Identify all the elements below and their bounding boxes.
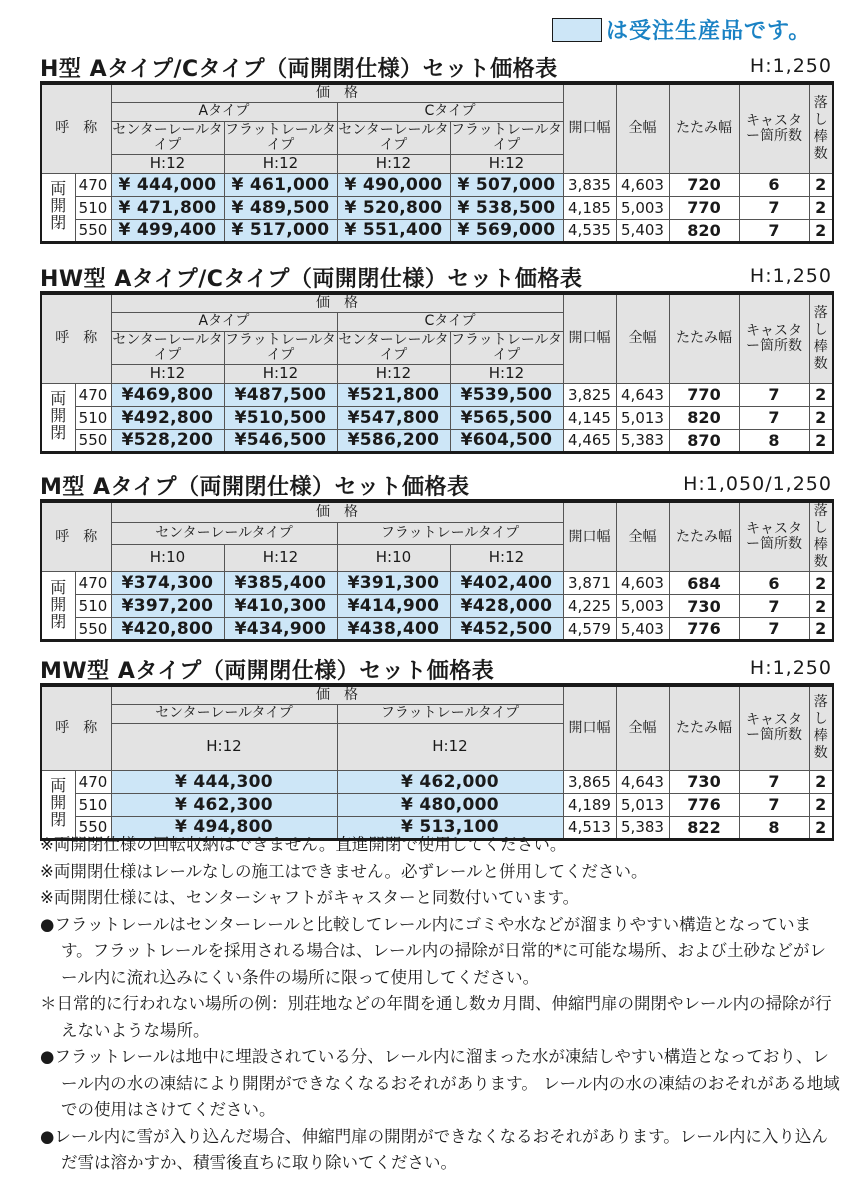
header-h: H:12 [224,544,337,571]
otoshi-cell: 2 [809,383,833,406]
table-row [41,196,833,219]
header-h: H:12 [111,723,337,770]
tatami-cell: 770 [669,196,739,219]
header-h: H:12 [337,723,563,770]
caster-cell: 6 [739,572,809,595]
price-cell: ¥528,200 [111,429,224,452]
size-cell: 470 [75,572,111,595]
caster-cell: 7 [739,770,809,793]
table-title: H型 Aタイプ/Cタイプ（両開閉仕様）セット価格表 [40,57,558,82]
zenpuku-cell: 5,013 [616,793,669,816]
caster-cell: 6 [739,173,809,196]
tatami-cell: 776 [669,793,739,816]
price-cell: ¥ 569,000 [450,219,563,242]
price-cell: ¥565,500 [450,406,563,429]
tatami-cell: 684 [669,572,739,595]
header-tatami: たたみ幅 [669,293,739,383]
row-group-label [41,770,75,839]
header-group: Cタイプ [337,312,563,331]
header-h: H:12 [111,364,224,383]
price-cell: ¥ 499,400 [111,219,224,242]
size-cell: 510 [75,406,111,429]
otoshi-cell: 2 [809,618,833,641]
price-cell: ¥414,900 [337,595,450,618]
table-row [41,618,833,641]
price-cell: ¥ 444,300 [111,770,337,793]
zenpuku-cell: 5,383 [616,816,669,839]
kaikou-cell: 3,835 [563,173,616,196]
header-yobi: 呼 称 [41,293,111,383]
tatami-cell: 720 [669,173,739,196]
header-h: H:12 [337,364,450,383]
table-title: HW型 Aタイプ/Cタイプ（両開閉仕様）セット価格表 [40,267,583,292]
table-row [41,770,833,793]
price-cell: ¥ 507,000 [450,173,563,196]
size-cell: 470 [75,770,111,793]
tatami-cell: 820 [669,406,739,429]
header-kakaku: 価 格 [111,83,563,102]
zenpuku-cell: 5,003 [616,595,669,618]
header-group: フラットレールタイプ [337,704,563,723]
header-otoshi-text: 落し棒数 [813,94,828,162]
caster-cell: 8 [739,816,809,839]
header-kaikou: 開口幅 [563,685,616,770]
otoshi-cell: 2 [809,429,833,452]
table-title: M型 Aタイプ（両開閉仕様）セット価格表 [40,475,470,500]
row-group-label-text: 両開閉 [50,389,67,442]
table-row [41,406,833,429]
row-group-label-text: 両開閉 [50,577,67,631]
header-type: センターレールタイプ [338,121,449,153]
zenpuku-cell: 4,603 [616,572,669,595]
price-cell: ¥438,400 [337,618,450,641]
tatami-cell: 776 [669,618,739,641]
note-7: ●レール内に雪が入り込んだ場合、伸縮門扉の開閉ができなくなるおそれがあります。レール内に入り込んだ雪は溶かすか、積雪後直ちに取り除いてください。 [40,1126,828,1172]
price-cell: ¥604,500 [450,429,563,452]
notes [40,832,840,1177]
price-cell: ¥546,500 [224,429,337,452]
header-otoshi [809,685,833,770]
header-otoshi [809,83,833,173]
row-group-label [41,383,75,452]
size-cell: 510 [75,793,111,816]
note-5: ＊日常的に行われない場所の例：別荘地などの年間を通し数カ月間、伸縮門扉の開閉やレール内の掃除が行えないような場所。 [40,994,832,1040]
caster-cell: 7 [739,793,809,816]
caster-cell: 7 [739,406,809,429]
price-cell: ¥ 480,000 [337,793,563,816]
kaikou-cell: 4,225 [563,595,616,618]
kaikou-cell: 4,145 [563,406,616,429]
size-cell: 550 [75,816,111,839]
header-kakaku: 価 格 [111,501,563,523]
kaikou-cell: 4,513 [563,816,616,839]
header-caster: キャスター箇所数 [739,293,809,383]
kaikou-cell: 3,825 [563,383,616,406]
header-type: フラットレールタイプ [451,121,562,153]
header-group: Aタイプ [111,102,337,121]
caster-cell: 7 [739,219,809,242]
price-cell: ¥ 520,800 [337,196,450,219]
size-cell: 470 [75,173,111,196]
table-row [41,219,833,242]
price-cell: ¥ 513,100 [337,816,563,839]
header-h: H:10 [111,544,224,571]
legend-swatch [552,18,602,42]
header-h: H:12 [111,154,224,173]
table-height: H:1,250 [749,55,832,77]
note-1: ※両開閉仕様の回転収納はできません。直進開閉で使用してください。 [40,835,567,854]
price-cell: ¥ 471,800 [111,196,224,219]
note-3: ※両開閉仕様には、センターシャフトがキャスターと同数付いています。 [40,888,580,907]
zenpuku-cell: 4,643 [616,770,669,793]
header-yobi: 呼 称 [41,501,111,572]
row-group-label-text: 両開閉 [50,179,67,232]
price-cell: ¥521,800 [337,383,450,406]
otoshi-cell: 2 [809,572,833,595]
price-cell: ¥ 462,300 [111,793,337,816]
price-cell: ¥434,900 [224,618,337,641]
price-cell: ¥420,800 [111,618,224,641]
tatami-cell: 730 [669,595,739,618]
header-tatami: たたみ幅 [669,83,739,173]
header-group: Cタイプ [337,102,563,121]
price-table [40,291,834,454]
kaikou-cell: 4,185 [563,196,616,219]
size-cell: 550 [75,618,111,641]
size-cell: 550 [75,219,111,242]
header-kakaku: 価 格 [111,293,563,312]
header-tatami: たたみ幅 [669,685,739,770]
price-cell: ¥391,300 [337,572,450,595]
legend-text: は受注生産品です。 [606,19,812,44]
header-kaikou: 開口幅 [563,83,616,173]
zenpuku-cell: 5,013 [616,406,669,429]
price-cell: ¥ 462,000 [337,770,563,793]
header-otoshi-text: 落し棒数 [813,503,828,570]
header-type: センターレールタイプ [112,331,223,363]
price-cell: ¥ 444,000 [111,173,224,196]
table-row [41,429,833,452]
header-h: H:12 [450,544,563,571]
kaikou-cell: 3,865 [563,770,616,793]
header-tatami: たたみ幅 [669,501,739,572]
caster-cell: 7 [739,196,809,219]
tatami-cell: 770 [669,383,739,406]
zenpuku-cell: 5,403 [616,219,669,242]
tatami-cell: 870 [669,429,739,452]
header-group: フラットレールタイプ [337,523,563,545]
price-cell: ¥586,200 [337,429,450,452]
header-h: H:12 [224,364,337,383]
zenpuku-cell: 4,643 [616,383,669,406]
price-cell: ¥ 551,400 [337,219,450,242]
header-group: Aタイプ [111,312,337,331]
otoshi-cell: 2 [809,219,833,242]
table-row [41,595,833,618]
header-group: センターレールタイプ [111,704,337,723]
otoshi-cell: 2 [809,196,833,219]
header-zenpuku: 全幅 [616,501,669,572]
header-type: センターレールタイプ [112,121,223,153]
header-otoshi [809,501,833,572]
header-caster: キャスター箇所数 [739,685,809,770]
price-cell: ¥469,800 [111,383,224,406]
price-cell: ¥428,000 [450,595,563,618]
price-table [40,499,834,642]
price-cell: ¥487,500 [224,383,337,406]
tatami-cell: 820 [669,219,739,242]
row-group-label [41,173,75,242]
header-otoshi-text: 落し棒数 [813,304,828,372]
kaikou-cell: 4,535 [563,219,616,242]
size-cell: 510 [75,595,111,618]
header-yobi: 呼 称 [41,83,111,173]
header-kakaku: 価 格 [111,685,563,704]
price-table [40,683,834,841]
size-cell: 470 [75,383,111,406]
header-h: H:10 [337,544,450,571]
price-cell: ¥547,800 [337,406,450,429]
caster-cell: 7 [739,595,809,618]
table-row [41,173,833,196]
price-cell: ¥ 494,800 [111,816,337,839]
otoshi-cell: 2 [809,770,833,793]
header-kaikou: 開口幅 [563,293,616,383]
otoshi-cell: 2 [809,406,833,429]
note-2: ※両開閉仕様はレールなしの施工はできません。必ずレールと併用してください。 [40,861,648,881]
header-h: H:12 [337,154,450,173]
header-h: H:12 [450,154,563,173]
price-cell: ¥ 538,500 [450,196,563,219]
header-caster: キャスター箇所数 [739,83,809,173]
caster-cell: 7 [739,618,809,641]
legend [552,14,811,45]
price-cell: ¥ 490,000 [337,173,450,196]
header-type: フラットレールタイプ [225,331,336,363]
header-type: フラットレールタイプ [451,331,562,363]
table-height: H:1,250 [749,657,832,679]
table-row [41,793,833,816]
table-row [41,572,833,595]
otoshi-cell: 2 [809,793,833,816]
size-cell: 510 [75,196,111,219]
header-otoshi [809,293,833,383]
zenpuku-cell: 5,383 [616,429,669,452]
otoshi-cell: 2 [809,595,833,618]
table-height: H:1,250 [749,265,832,287]
header-h: H:12 [450,364,563,383]
caster-cell: 8 [739,429,809,452]
kaikou-cell: 4,189 [563,793,616,816]
zenpuku-cell: 5,003 [616,196,669,219]
zenpuku-cell: 5,403 [616,618,669,641]
header-zenpuku: 全幅 [616,293,669,383]
price-cell: ¥374,300 [111,572,224,595]
header-kaikou: 開口幅 [563,501,616,572]
price-cell: ¥510,500 [224,406,337,429]
price-cell: ¥385,400 [224,572,337,595]
header-yobi: 呼 称 [41,685,111,770]
otoshi-cell: 2 [809,816,833,839]
header-otoshi-text: 落し棒数 [813,694,828,762]
header-zenpuku: 全幅 [616,685,669,770]
tatami-cell: 730 [669,770,739,793]
table-row [41,383,833,406]
note-4: ●フラットレールはセンターレールと比較してレール内にゴミや水などが溜まりやすい構造となっています。フラットレールを採用される場合は、レール内の掃除が日常的*に可能な場所、および土砂などがレール内に流れ込みにくい条件の場所に限って使用してください。 [40,914,826,987]
price-cell: ¥397,200 [111,595,224,618]
header-caster: キャスター箇所数 [739,501,809,572]
price-cell: ¥ 461,000 [224,173,337,196]
caster-cell: 7 [739,383,809,406]
header-h: H:12 [224,154,337,173]
row-group-label [41,572,75,641]
header-zenpuku: 全幅 [616,83,669,173]
header-type: フラットレールタイプ [225,121,336,153]
price-cell: ¥ 489,500 [224,196,337,219]
kaikou-cell: 4,465 [563,429,616,452]
otoshi-cell: 2 [809,173,833,196]
header-group: センターレールタイプ [111,523,337,545]
row-group-label-text: 両開閉 [50,776,67,829]
table-title: MW型 Aタイプ（両開閉仕様）セット価格表 [40,659,495,684]
size-cell: 550 [75,429,111,452]
price-table [40,81,834,244]
note-6: ●フラットレールは地中に埋設されている分、レール内に溜まった水が凍結しやすい構造となっており、レール内の水の凍結により開閉ができなくなるおそれがあります。 レール内の水の凍結のおそれがある地域での使用はさけてください。 [40,1047,840,1119]
zenpuku-cell: 4,603 [616,173,669,196]
header-type: センターレールタイプ [338,331,449,363]
price-cell: ¥492,800 [111,406,224,429]
price-cell: ¥ 517,000 [224,219,337,242]
price-cell: ¥410,300 [224,595,337,618]
tatami-cell: 822 [669,816,739,839]
table-height: H:1,050/1,250 [683,473,832,495]
price-cell: ¥539,500 [450,383,563,406]
price-cell: ¥452,500 [450,618,563,641]
price-cell: ¥402,400 [450,572,563,595]
kaikou-cell: 3,871 [563,572,616,595]
kaikou-cell: 4,579 [563,618,616,641]
